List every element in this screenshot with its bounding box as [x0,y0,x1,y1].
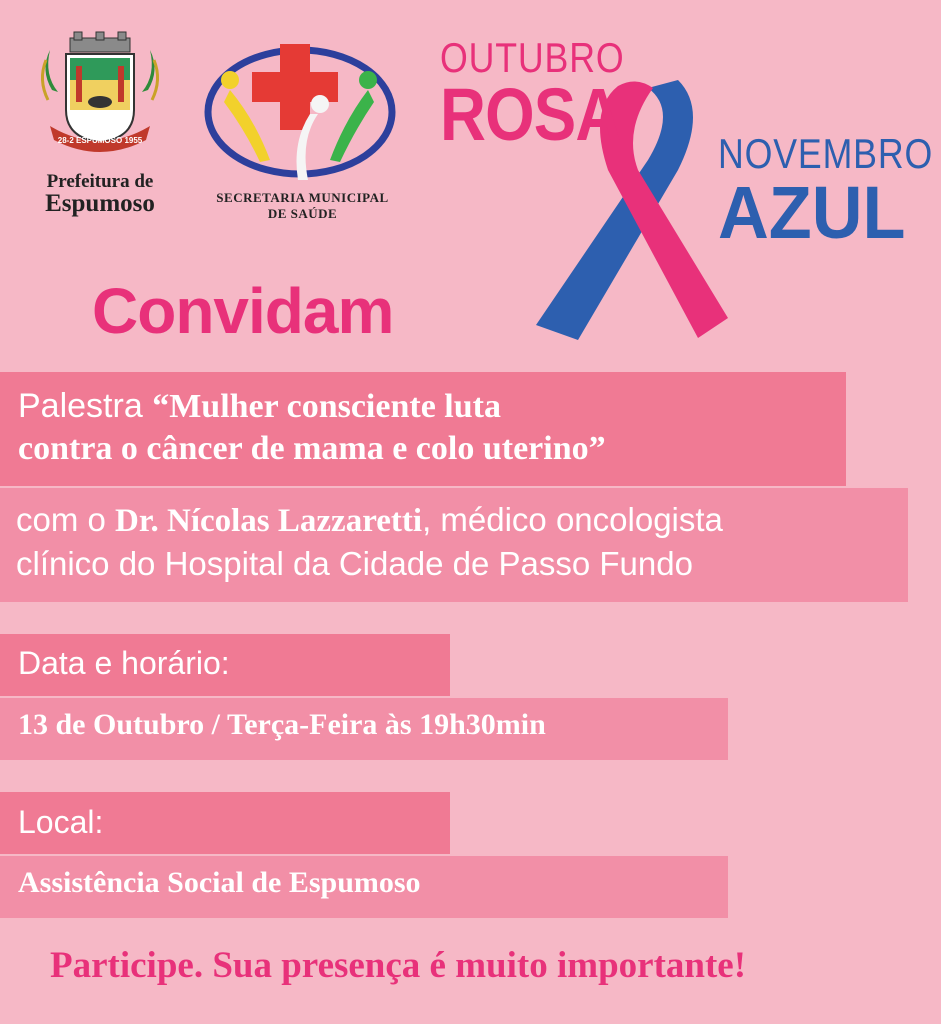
outubro-label: OUTUBRO [440,34,625,81]
closing-message: Participe. Sua presença é muito importante! [50,945,747,986]
speaker-suffix: , médico oncologista [422,501,723,538]
secretaria-line1: SECRETARIA MUNICIPAL [216,190,389,205]
azul-label: AZUL [718,171,906,254]
rosa-label: ROSA [440,73,621,156]
crest-band-text: 28-2 ESPUMOSO 1955 [57,136,143,145]
speaker-name: Dr. Nícolas Lazzaretti [115,503,423,539]
prefeitura-line2: Espumoso [45,190,155,217]
local-value: Assistência Social de Espumoso [18,866,421,899]
palestra-text [18,386,606,470]
secretaria-line2: DE SAÚDE [267,206,338,222]
secretaria-name [190,190,415,223]
prefeitura-line1: Prefeitura de [46,171,154,192]
date-label: Data e horário: [18,645,230,681]
prefeitura-name [20,172,180,216]
novembro-label: NOVEMBRO [718,130,934,177]
invite-heading: Convidam [92,275,394,347]
speaker-prefix: com o [16,501,116,538]
municipal-crest-logo [30,30,170,160]
local-label: Local: [18,804,104,840]
speaker-line2: clínico do Hospital da Cidade de Passo Fundo [16,544,693,582]
palestra-title-line1: “Mulher consciente luta [152,388,501,425]
speaker-text [16,499,723,585]
health-secretariat-logo [200,30,400,190]
date-value: 13 de Outubro / Terça-Feira às 19h30min [18,708,546,741]
palestra-prefix: Palestra [18,387,153,425]
palestra-title-line2: contra o câncer de mama e colo uterino” [18,429,606,467]
